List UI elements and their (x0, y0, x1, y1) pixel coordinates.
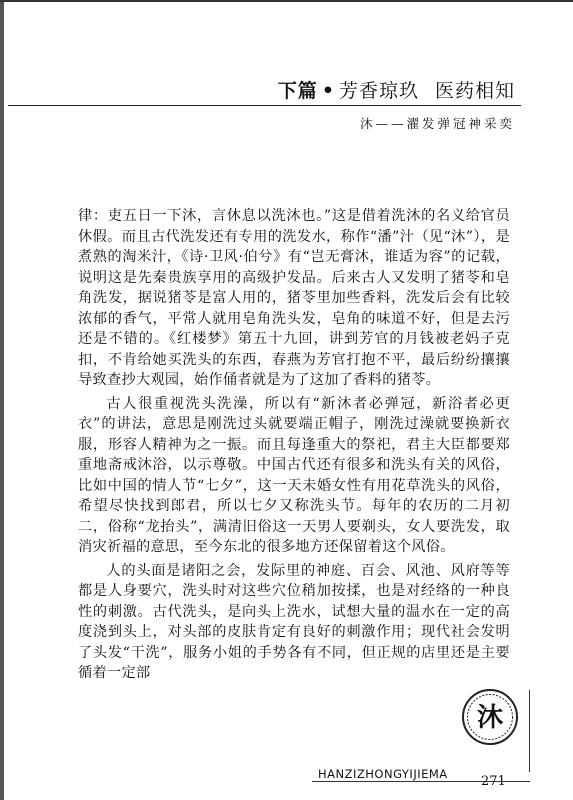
footer-vertical-rule (529, 690, 530, 772)
section-subtitle: 医药相知 (434, 80, 515, 102)
body-text (78, 206, 510, 684)
paragraph-2: 古人很重视洗头洗澡，所以有“新沐者必弹冠，新浴者必更衣”的讲法，意思是刚洗过头就要端正帽子，刚洗过澡就要换新衣服，形容人精神为之一振。而且每逢重大的祭祀，君主大臣都要郑重地斋戒沐浴，以示尊敬。中国古代还有很多和洗头有关的风俗，比如中国的情人节“七夕”，这一天未婚女性有用花草洗头的风俗，希望尽快找到郎君，所以七夕又称洗头节。每年的农历的二月初二，俗称“龙抬头”，满清旧俗这一天男人要剃头，女人要洗发，取消灾祈福的意思，至今东北的很多地方还保留着这个风俗。 (78, 395, 510, 555)
running-header (0, 76, 573, 136)
footer-pinyin: HANZIZHONGYIJIEMA (318, 767, 448, 781)
paragraph-1: 律：吏五日一下沐，言休息以洗沐也。”这是借着洗沐的名义给官员休假。而且古代洗发还有专用的洗发水，称作“潘”汁（见“沐”），是煮熟的淘米汁，《诗·卫风·伯兮》有“岂无膏沐，谁适为容”的记载，说明这是先秦贵族享用的高级护发品。后来古人又发明了猪苓和皂角洗发，据说猪苓是富人用的，猪苓里加些香料，洗发后会有比较浓郁的香气，平常人就用皂角洗头发，皂角的味道不好，但是去污还是不错的。《红楼梦》第五十九回，讲到芳官的月钱被老妈子克扣，不肯给她买洗头的东西，春燕为芳官打抱不平，最后纷纷攘攘导致查抄大观园，始作俑者就是为了这加了香料的猪苓。 (78, 208, 510, 388)
chapter-title: 沐——濯发弹冠神采奕 (359, 116, 515, 131)
section-label: 下篇 (277, 80, 318, 102)
seal-stamp-icon (461, 688, 519, 746)
paragraph-3: 人的头面是诸阳之会，发际里的神庭、百会、风池、风府等等都是人身要穴，洗头时对这些穴位稍加按揉，也是对经络的一种良性的刺激。古代洗头，是向头上洗水，试想大量的温水在一定的高度浇到头上，对头部的皮肤肯定有良好的刺激作用；现代社会发明了头发“干洗”，服务小姐的手势各有不同，但正规的店里还是主要循着一定部 (78, 562, 510, 681)
bullet-dot: • (321, 80, 335, 102)
section-heading (278, 76, 515, 103)
scan-edge-top (0, 0, 573, 2)
header-rule (8, 105, 521, 106)
section-title: 芳香琼玖 (338, 80, 419, 102)
seal-character: 沐 (476, 703, 504, 733)
page-number: 271 (481, 774, 506, 789)
